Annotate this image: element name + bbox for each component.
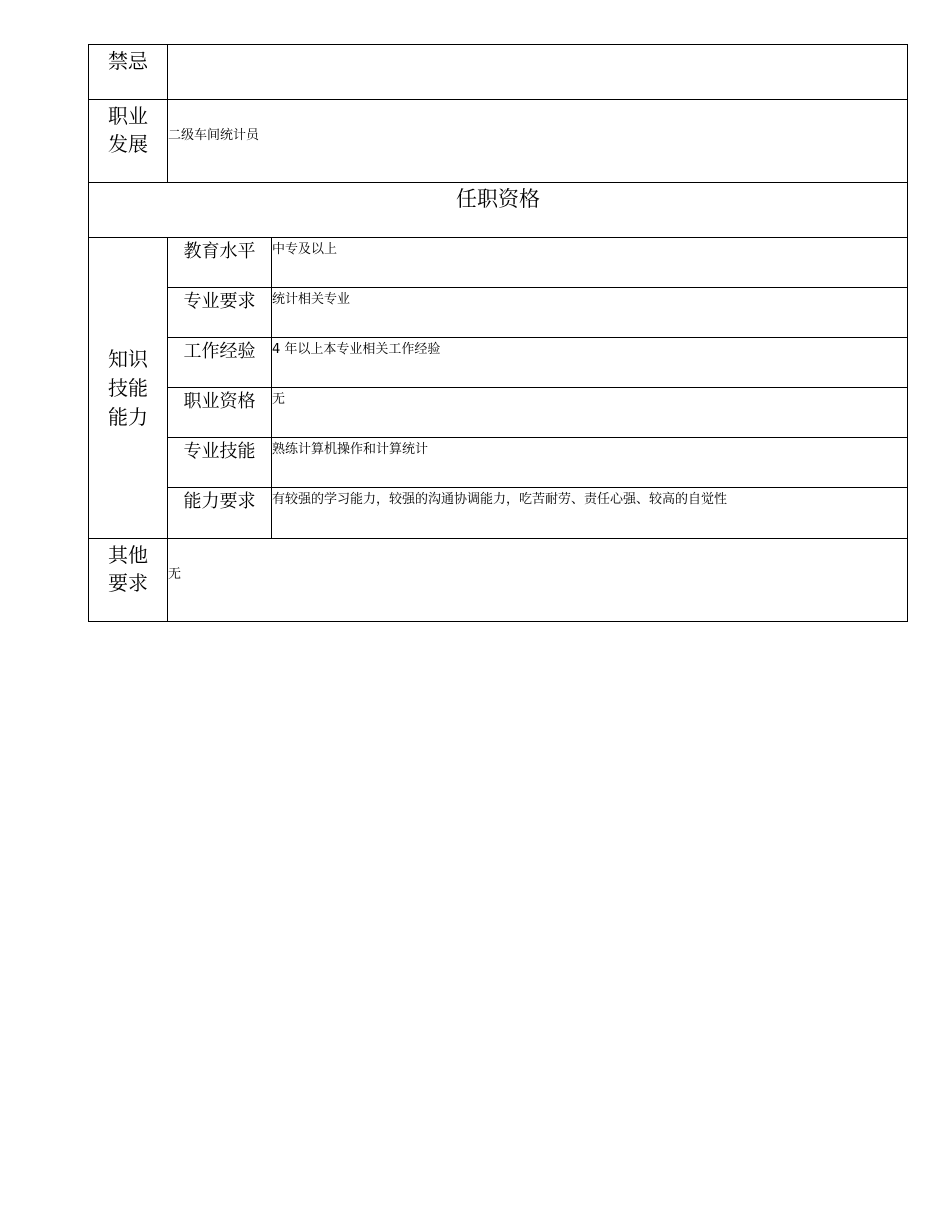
- ksa-row-ability: [89, 488, 908, 539]
- other-label-line1: 其他: [108, 543, 148, 567]
- skills-value: 熟练计算机操作和计算统计: [272, 438, 908, 488]
- ability-value: 有较强的学习能力，较强的沟通协调能力，吃苦耐劳、责任心强、较高的自觉性: [272, 488, 908, 539]
- other-row: [89, 539, 908, 622]
- taboo-label: 禁忌: [89, 45, 168, 100]
- major-label: 专业要求: [168, 288, 272, 338]
- certification-label: 职业资格: [168, 388, 272, 438]
- other-label-line2: 要求: [108, 571, 148, 595]
- skills-label: 专业技能: [168, 438, 272, 488]
- qualification-section-title: 任职资格: [89, 183, 908, 238]
- ksa-label: [89, 238, 168, 539]
- ksa-row-skills: [89, 438, 908, 488]
- ksa-row-experience: [89, 338, 908, 388]
- career-row: [89, 100, 908, 183]
- education-label: 教育水平: [168, 238, 272, 288]
- qualification-section-row: [89, 183, 908, 238]
- taboo-row: [89, 45, 908, 100]
- career-label-line1: 职业: [108, 104, 148, 128]
- taboo-value: [168, 45, 908, 100]
- ksa-label-line2: 技能: [108, 375, 148, 400]
- career-label: [89, 100, 168, 183]
- other-value: 无: [168, 539, 908, 622]
- ksa-row-major: [89, 288, 908, 338]
- experience-label: 工作经验: [168, 338, 272, 388]
- other-label: [89, 539, 168, 622]
- certification-value: 无: [272, 388, 908, 438]
- career-value: 二级车间统计员: [168, 100, 908, 183]
- ksa-label-line3: 能力: [108, 404, 148, 429]
- ksa-row-certification: [89, 388, 908, 438]
- major-value: 统计相关专业: [272, 288, 908, 338]
- ksa-label-line1: 知识: [108, 346, 148, 371]
- ability-label: 能力要求: [168, 488, 272, 539]
- experience-value: 4 年以上本专业相关工作经验: [272, 338, 908, 388]
- career-label-line2: 发展: [108, 132, 148, 156]
- ksa-row-education: [89, 238, 908, 288]
- job-qualification-table: [88, 44, 908, 622]
- education-value: 中专及以上: [272, 238, 908, 288]
